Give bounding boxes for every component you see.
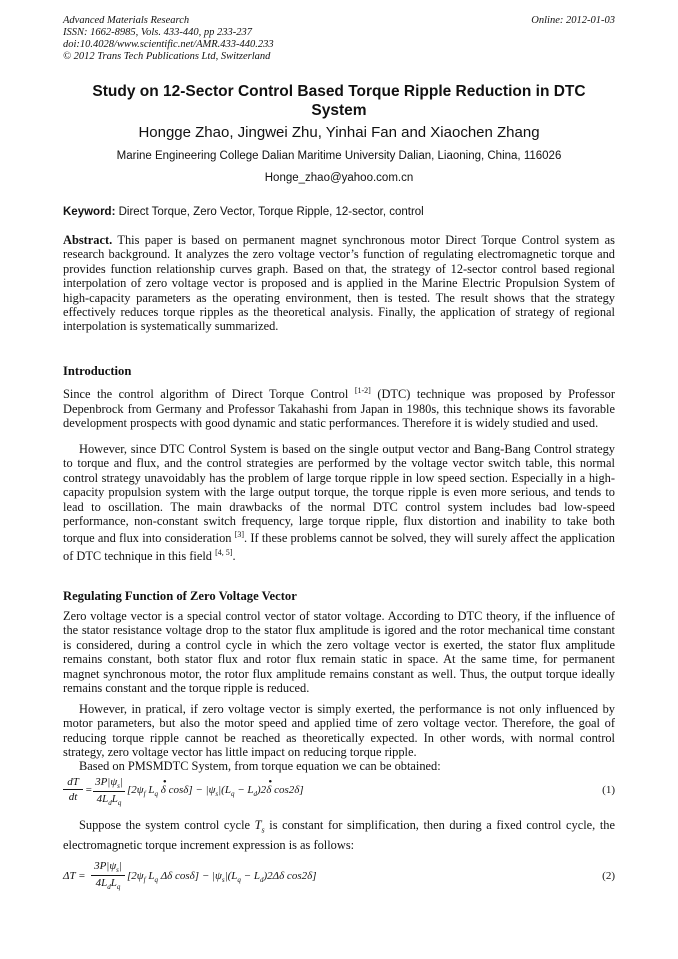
- intro-p2-text-b: . If these problems cannot be solved, they will surely affect the application of DTC technique in this field: [63, 531, 616, 564]
- issn: ISSN: 1662-8985, Vols. 433-440, pp 233-237: [63, 27, 252, 38]
- eq1-body: [$2\psi_f$ $L_q$ • δ $\cos\delta] - |\psi_s|(L_q - L_d)2$ • δ cos2δ]: [127, 776, 304, 799]
- affiliation: Marine Engineering College Dalian Maritime University Dalian, Liaoning, China, 116026: [116, 150, 562, 162]
- eq1-number: (1): [602, 784, 615, 796]
- keywords: Direct Torque, Zero Vector, Torque Ripple, 12-sector, control: [118, 206, 424, 218]
- zero-p4-text-b: is constant for simplification, then during a fixed control cycle, the electromagnetic torque increment expression is as follows:: [63, 818, 615, 852]
- equation-1: dT dt = $3P|\psi_s|$ $4L_dL_q$ [$2\psi_f$ $L_q$ • δ $\cos\delta] - |\psi_s|(L_q - L_d)2$ • δ cos2δ] (1): [63, 774, 615, 816]
- zero-p4-text-a: Suppose the system control cycle: [79, 818, 251, 832]
- copyright: © 2012 Trans Tech Publications Ltd, Switzerland: [63, 51, 271, 62]
- authors: Hongge Zhao, Jingwei Zhu, Yinhai Fan and Xiaochen Zhang: [138, 124, 540, 141]
- eq1-lhs-num: dT: [67, 776, 79, 788]
- online-date: Online: 2012-01-03: [531, 15, 615, 26]
- zero-paragraph-3: Based on PMSMDTC System, from torque equation we can be obtained:: [79, 759, 441, 773]
- journal-name: Advanced Materials Research: [63, 15, 190, 26]
- intro-paragraph-1: [63, 384, 615, 430]
- citation-ref[interactable]: [3]: [234, 530, 245, 540]
- email-link[interactable]: Honge_zhao@yahoo.com.cn: [264, 172, 414, 184]
- keyword-label: Keyword:: [63, 206, 116, 218]
- eq2-coef-num: 3P|ψ: [94, 860, 117, 872]
- paper-title: Study on 12-Sector Control Based Torque Ripple Reduction in DTC System: [92, 83, 586, 119]
- zero-paragraph-4: Suppose the system control cycle $T_s$ is constant for simplification, then during a fixed control cycle, the electromagnetic torque increment expression is as follows:: [63, 818, 615, 852]
- zero-paragraph-1: Zero voltage vector is a special control vector of stator voltage. According to DTC theory, if the influence of the stator resistance voltage drop to the stator flux amplitude is igored and the rotor mechanical time constant is considered, during a control cycle in which the zero voltage vector is exerted, the stator flux amplitude remains constant, both stator flux and rotor flux remain static in space. At the same time, for permanent magnet synchronous motor, the rotor flux amplitude remains constant as well. Thus, the output torque ideally remains constant and the torque ripple is reduced.: [63, 609, 615, 696]
- intro-heading: Introduction: [63, 364, 132, 378]
- eq1-lhs-fraction: [63, 776, 83, 803]
- intro-paragraph-2: [63, 442, 615, 564]
- keywords-line: [63, 206, 424, 218]
- intro-p2-text-c: .: [232, 549, 236, 564]
- eq1-coef-den: 4L: [96, 793, 109, 806]
- eq2-number: (2): [602, 870, 615, 882]
- citation-ref[interactable]: [1-2]: [354, 386, 371, 395]
- eq1-coef-fraction: $3P|\psi_s|$ $4L_dL_q$: [93, 776, 125, 807]
- eq2-coef-fraction: $3P|\psi_s|$ $4L_dL_q$: [91, 860, 125, 891]
- intro-p1-text-b: (DTC) technique was proposed by Professor Depenbrock from Germany and Professor Takahashi from Japan in 1980s, this technique shows its favorable development prospects with good dynamic and static performances. Therefore it is widely studied and used.: [63, 387, 615, 430]
- eq2-coef-den: 4L: [95, 877, 108, 890]
- zero-paragraph-2: However, in pratical, if zero voltage vector is simply exerted, the performance is not only influenced by motor parameters, but also the motor speed and applied time of zero voltage vector. Therefore, the goal of reducing torque ripple cannot be reached as theoretically expected. In other words, with normal control strategy, zero voltage vector has little impact on reducing torque ripple.: [63, 702, 615, 760]
- equation-2: [63, 858, 615, 900]
- eq2-body: [$2\psi_f$ $L_q$ Δδ $\cos\delta] - |\psi_s|(L_q - L_d)2\Delta\delta$ cos2δ]: [127, 870, 317, 885]
- citation-ref[interactable]: [4, 5]: [215, 547, 233, 557]
- eq1-coef-num: 3P|ψ: [95, 776, 118, 788]
- abstract-text: This paper is based on permanent magnet synchronous motor Direct Torque Control system as research background. It analyzes the zero voltage vector’s function of regulating electromagnetic torque and provides function relationship curves graph. Based on that, the strategy of 12-sector control based regional interpolation of zero voltage vector is proposed and is applied in the Marine Electric Propulsion System of high-capacity parameters as the operating environment, then is tested. The result shows that the strategy effectively reduces torque ripples as the theoretical analysis. Finally, the application of strategy of regional interpolation is systematically summarized.: [63, 233, 616, 334]
- abstract-label: Abstract.: [63, 233, 113, 247]
- zero-vector-heading: Regulating Function of Zero Voltage Vector: [63, 589, 297, 603]
- ts-symbol: T: [254, 818, 262, 832]
- eq2-lhs: ΔT =: [63, 870, 86, 882]
- abstract: [63, 233, 615, 334]
- intro-p2-text-a: However, since DTC Control System is based on the single output vector and Bang-Bang Control strategy to torque and flux, and the control strategies are performed by the voltage vector switch table, this normal control strategy unavoidably has the problem of large torque ripple in low speed section. Especially in a high-capacity propulsion system with the large output torque, the torque ripple is even more serious, and tends to lead to oscillation. The main drawbacks of the normal DTC control system includes bad low-speed performance, non-constant switch frequency, large torque ripple, flux distortion and inability to take both torque and flux into consideration: [63, 442, 615, 546]
- journal-header: [63, 15, 274, 63]
- doi: doi:10.4028/www.scientific.net/AMR.433-440.233: [63, 39, 274, 50]
- eq1-lhs-den: dt: [68, 791, 78, 803]
- intro-p1-text-a: Since the control algorithm of Direct Torque Control: [63, 387, 349, 402]
